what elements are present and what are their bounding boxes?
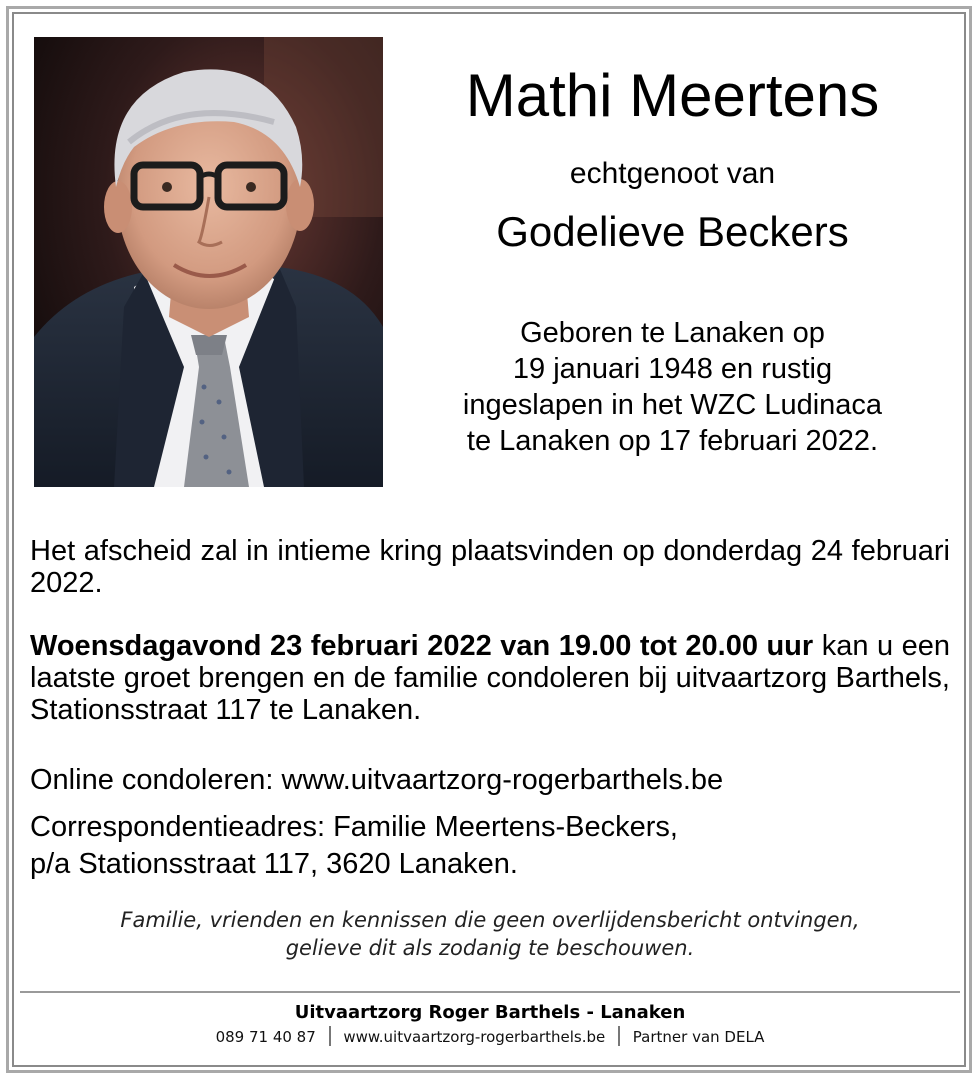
- website-link: www.uitvaartzorg-rogerbarthels.be: [343, 1028, 606, 1046]
- spouse-name: Godelieve Beckers: [496, 208, 849, 255]
- birth-line: Geboren te Lanaken op: [520, 317, 825, 349]
- birth-line: ingeslapen in het WZC Ludinaca: [462, 389, 883, 421]
- footer-divider: [20, 991, 960, 993]
- note-line: Familie, vrienden en kennissen die geen overlijdensbericht ontvingen,: [120, 908, 860, 932]
- birth-line: te Lanaken op 17 februari 2022.: [466, 425, 879, 457]
- phone-number: 089 71 40 87: [215, 1028, 316, 1046]
- partner-text: Partner van DELA: [632, 1028, 765, 1046]
- visitation-details: kan u een laatste groet brengen en de familie condoleren bij uitvaartzorg Barthels, Stationsstraat 117 te Lanaken.: [30, 630, 950, 726]
- deceased-name: Mathi Meertens: [465, 62, 880, 129]
- portrait-photo: [34, 37, 383, 487]
- notice-note: [20, 906, 960, 962]
- spouse-intro: echtgenoot van: [569, 157, 776, 190]
- separator-bar: [329, 1026, 331, 1046]
- online-condolence: Online condoleren: www.uitvaartzorg-rogerbarthels.be: [30, 764, 724, 796]
- note-line: gelieve dit als zodanig te beschouwen.: [285, 936, 695, 960]
- birth-line: 19 januari 1948 en rustig: [512, 353, 833, 385]
- correspondence-address: Correspondentieadres: Familie Meertens-Beckers,: [30, 811, 678, 843]
- funeral-home-name: Uitvaartzorg Roger Barthels - Lanaken: [294, 1002, 686, 1023]
- correspondence-address-line2: p/a Stationsstraat 117, 3620 Lanaken.: [30, 848, 518, 880]
- funeral-home-contact: [0, 1025, 980, 1049]
- farewell-text: Het afscheid zal in intieme kring plaatsvinden op donderdag 24 februari 2022.: [30, 535, 950, 599]
- visitation-time: Woensdagavond 23 februari 2022 van 19.00 tot 20.00 uur: [30, 630, 814, 662]
- birth-death-details: [400, 315, 945, 459]
- separator-bar: [618, 1026, 620, 1046]
- visitation-text: [30, 630, 950, 726]
